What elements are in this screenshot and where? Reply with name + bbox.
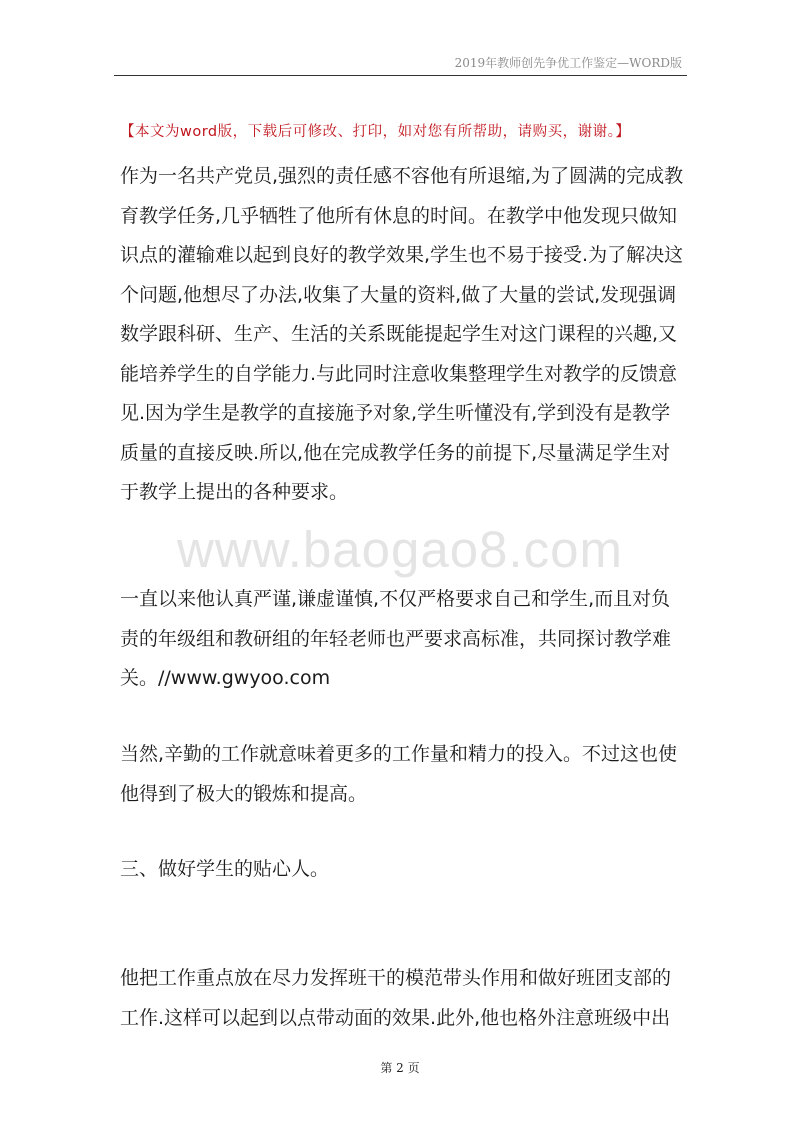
purchase-notice: 【本文为word版，下载后可修改、打印，如对您有所帮助，请购买，谢谢。】 [120, 124, 631, 140]
paragraph-hard-work [120, 735, 677, 814]
text-line: 他得到了极大的锻炼和提高。 [120, 782, 368, 805]
text-line: 三、做好学生的贴心人。 [120, 858, 330, 880]
text-line: 工作.这样可以起到以点带动面的效果.此外,他也格外注意班级中出 [120, 1006, 671, 1029]
text-line: 个问题,他想尽了办法,收集了大量的资料,做了大量的尝试,发现强调 [120, 283, 677, 306]
text-line: 当然,辛勤的工作就意味着更多的工作量和精力的投入。不过这也使 [120, 743, 678, 765]
text-line: 关。//www.gwyoo.com [120, 667, 331, 689]
text-line: 一直以来他认真严谨,谦虚谨慎,不仅严格要求自己和学生,而且对负 [120, 588, 671, 610]
text-line: 见.因为学生是教学的直接施予对象,学生听懂没有,学到没有是教学 [120, 402, 671, 424]
text-line: 识点的灌输难以起到良好的教学效果,学生也不易于接受.为了解决这 [120, 244, 684, 266]
text-line: 育教学任务,几乎牺牲了他所有休息的时间。在教学中他发现只做知 [120, 204, 678, 227]
watermark: www.baogao8.com [177, 521, 623, 578]
header-divider [114, 75, 687, 76]
paragraph-class-leaders [120, 959, 671, 1038]
page-number: 第 2 页 [380, 1061, 420, 1075]
text-line: 于教学上提出的各种要求。 [120, 481, 349, 503]
text-line: 作为一名共产党员,强烈的责任感不容他有所退缩,为了圆满的完成教 [120, 165, 684, 187]
section-heading [120, 850, 329, 890]
text-line: 能培养学生的自学能力.与此同时注意收集整理学生对教学的反馈意 [120, 362, 678, 385]
text-line: 责的年级组和教研组的年轻老师也严要求高标准，共同探讨教学难 [120, 627, 672, 650]
text-line: 质量的直接反映.所以,他在完成教学任务的前提下,尽量满足学生对 [120, 441, 671, 464]
text-line: 数学跟科研、生产、生活的关系既能提起学生对这门课程的兴趣,又 [120, 323, 678, 345]
paragraph-teaching-duty [120, 157, 683, 513]
text-line: 他把工作重点放在尽力发挥班干的模范带头作用和做好班团支部的 [120, 967, 672, 989]
header-title: 2019年教师创先争优工作鉴定—WORD版 [454, 56, 682, 70]
paragraph-rigor [120, 580, 671, 699]
